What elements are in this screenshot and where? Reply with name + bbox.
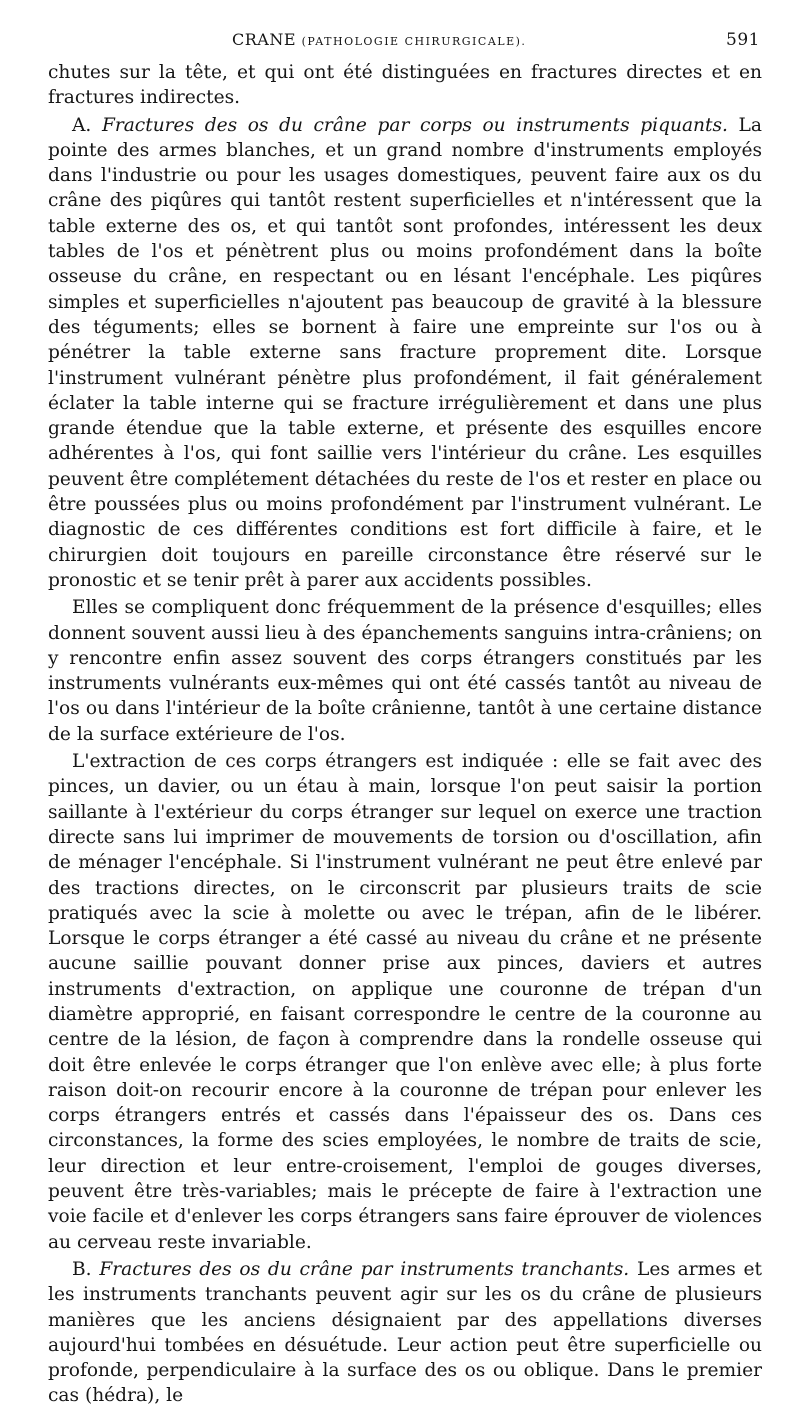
- paragraph-text: L'extraction de ces corps étrangers est indiquée : elle se fait avec des pinces, un davier, ou un étau à main, lorsque l'on peut saisir la portion saillante à l'extérieur du corps étranger sur lequel on exerce une traction directe sans lui imprimer de mouvements de torsion ou d'oscillation, afin de ménager l'encéphale. Si l'instrument vulnérant ne peut être enlevé par des tractions directes, on le circonscrit par plusieurs traits de scie pratiqués avec la scie à molette ou avec le trépan, afin de le libérer. Lorsque le corps étranger a été cassé au niveau du crâne et ne présente aucune saillie pouvant donner prise aux pinces, daviers et autres instruments d'extraction, on applique une couronne de trépan d'un diamètre approprié, en faisant correspondre le centre de la couronne au centre de la lésion, de façon à comprendre dans la rondelle osseuse qui doit être enlevée le corps étranger que l'on enlève avec elle; à plus forte raison doit-on recourir encore à la couronne de trépan pour enlever les corps étrangers entrés et cassés dans l'épaisseur des os. Dans ces circonstances, la forme des scies employées, le nombre de traits de scie, leur direction et leur entre-croisement, l'emploi de gouges diverses, peuvent être très-variables; mais le précepte de faire à l'extraction une voie facile et d'enlever les corps étrangers sans faire éprouver de violences au cerveau reste invariable.: [48, 751, 762, 1253]
- page-number: 591: [726, 30, 760, 50]
- running-head: [48, 26, 762, 48]
- paragraph-text: La pointe des armes blanches, et un grand nombre d'instruments employés dans l'industrie ou pour les usages domestiques, peuvent faire aux os du crâne des piqûres qui tantôt restent superficielles et n'intéressent que la table externe des os, et qui tantôt sont profondes, intéressent les deux tables de l'os et pénètrent plus ou moins profondément dans la boîte osseuse du crâne, en respectant ou en lésant l'encéphale. Les piqûres simples et superficielles n'ajoutent pas beaucoup de gravité à la blessure des téguments; elles se bornent à faire une empreinte sur l'os ou à pénétrer la table externe sans fracture proprement dite. Lorsque l'instrument vulnérant pénètre plus profondément, il fait généralement éclater la table interne qui se fracture irrégulièrement et dans une plus grande étendue que la table externe, et présente des esquilles encore adhérentes à l'os, qui font saillie vers l'intérieur du crâne. Les esquilles peuvent être complétement détachées du reste de l'os et rester en place ou être poussées plus ou moins profondément par l'instrument vulnérant. Le diagnostic de ces différentes conditions est fort difficile à faire, et le chirurgien doit toujours en pareille circonstance être réservé sur le pronostic et se tenir prêt à parer aux accidents possibles.: [48, 114, 762, 591]
- section-marker: B.: [72, 1258, 92, 1280]
- paragraph-text: Elles se compliquent donc fréquemment de la présence d'esquilles; elles donnent souvent aussi lieu à des épanchements sanguins intra-crâniens; on y rencontre enfin assez souvent des corps étrangers constitués par les instruments vulnérants eux-mêmes qui ont été cassés tantôt au niveau de l'os ou dans l'intérieur de la boîte crânienne, tantôt à une certaine distance de la surface extérieure de l'os.: [48, 597, 762, 745]
- paragraph-section-b: [48, 1257, 762, 1409]
- paragraph-text: Les armes et les instruments tranchants peuvent agir sur les os du crâne de plusieurs manières que les anciens désignaient par des appellations diverses aujourd'hui tombées en désuétude. Leur action peut être superficielle ou profonde, perpendiculaire à la surface des os ou oblique. Dans le premier cas (hédra), le: [48, 1258, 762, 1407]
- running-head-title: [232, 30, 526, 49]
- paragraph: [48, 749, 762, 1255]
- paragraph-continuation: [48, 60, 762, 111]
- section-heading: Fractures des os du crâne par corps ou instruments piquants.: [101, 114, 728, 136]
- paragraph-text: chutes sur la tête, et qui ont été distinguées en fractures directes et en fractures indirectes.: [48, 62, 762, 109]
- running-head-main: CRANE: [232, 30, 297, 49]
- paragraph: [48, 595, 762, 747]
- section-heading: Fractures des os du crâne par instruments tranchants.: [99, 1258, 630, 1280]
- section-marker: A.: [72, 114, 92, 136]
- running-head-sub: (PATHOLOGIE CHIRURGICALE).: [301, 35, 527, 48]
- body-text: [48, 60, 762, 1409]
- paragraph-section-a: [48, 113, 762, 594]
